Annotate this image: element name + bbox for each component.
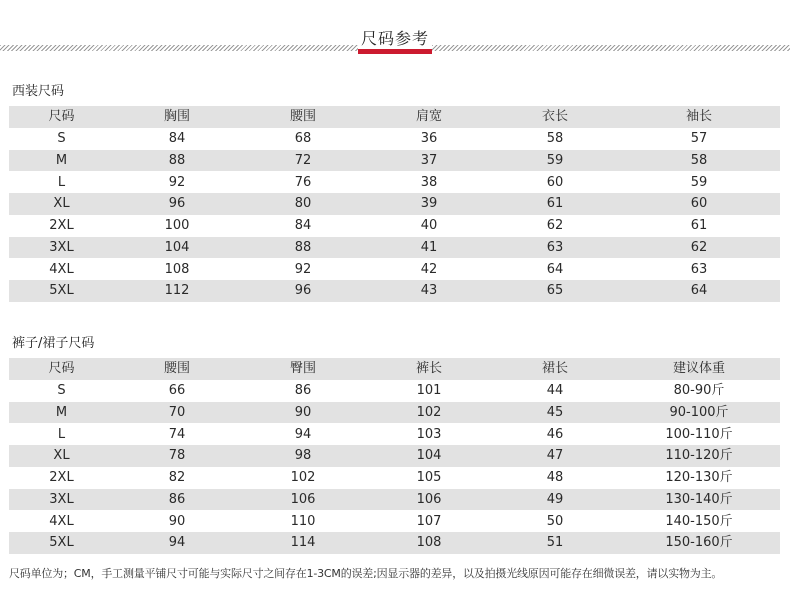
- table-row: [9, 280, 780, 302]
- table-row: [9, 467, 780, 489]
- table-cell: 84: [114, 128, 240, 150]
- page-title: 尺码参考: [360, 29, 429, 48]
- table-cell: 58: [618, 150, 780, 172]
- table-cell: L: [9, 423, 114, 445]
- table-cell: 108: [366, 532, 492, 554]
- table-cell: 3XL: [9, 489, 114, 511]
- table-cell: 78: [114, 445, 240, 467]
- table-cell: 110: [240, 510, 366, 532]
- column-header: 肩宽: [366, 106, 492, 128]
- table-cell: 101: [366, 380, 492, 402]
- table-cell: 48: [492, 467, 618, 489]
- table-cell: 61: [492, 193, 618, 215]
- table-cell: 92: [114, 171, 240, 193]
- table-cell: 98: [240, 445, 366, 467]
- table-cell: 82: [114, 467, 240, 489]
- pants-section-title: 裤子/裙子尺码: [12, 336, 95, 351]
- table-cell: 100-110斤: [618, 423, 780, 445]
- table-cell: 90-100斤: [618, 402, 780, 424]
- table-row: [9, 171, 780, 193]
- column-header: 裤长: [366, 358, 492, 380]
- column-header: 尺码: [9, 106, 114, 128]
- table-cell: 50: [492, 510, 618, 532]
- table-cell: 62: [618, 237, 780, 259]
- table-cell: 65: [492, 280, 618, 302]
- table-cell: 108: [114, 258, 240, 280]
- page-header: [0, 0, 790, 60]
- table-cell: L: [9, 171, 114, 193]
- column-header: 腰围: [240, 106, 366, 128]
- table-cell: 47: [492, 445, 618, 467]
- pants-size-table: [9, 358, 780, 554]
- table-cell: 36: [366, 128, 492, 150]
- table-header-row: [9, 358, 780, 380]
- table-cell: 43: [366, 280, 492, 302]
- table-cell: 45: [492, 402, 618, 424]
- table-cell: 63: [618, 258, 780, 280]
- table-cell: 88: [240, 237, 366, 259]
- table-cell: 84: [240, 215, 366, 237]
- table-cell: 140-150斤: [618, 510, 780, 532]
- table-cell: 41: [366, 237, 492, 259]
- table-cell: 37: [366, 150, 492, 172]
- column-header: 裙长: [492, 358, 618, 380]
- header-hatch-left: [0, 45, 358, 51]
- table-cell: 96: [114, 193, 240, 215]
- column-header: 尺码: [9, 358, 114, 380]
- table-cell: 5XL: [9, 532, 114, 554]
- table-cell: 2XL: [9, 215, 114, 237]
- table-cell: 66: [114, 380, 240, 402]
- table-cell: 64: [492, 258, 618, 280]
- table-cell: 80: [240, 193, 366, 215]
- table-cell: 59: [618, 171, 780, 193]
- table-row: [9, 237, 780, 259]
- table-row: [9, 510, 780, 532]
- table-row: [9, 532, 780, 554]
- table-cell: 86: [240, 380, 366, 402]
- table-cell: 49: [492, 489, 618, 511]
- table-cell: 4XL: [9, 510, 114, 532]
- table-cell: 106: [366, 489, 492, 511]
- table-cell: 80-90斤: [618, 380, 780, 402]
- table-cell: 2XL: [9, 467, 114, 489]
- table-cell: 107: [366, 510, 492, 532]
- table-cell: 60: [492, 171, 618, 193]
- title-underline: [358, 49, 432, 54]
- table-cell: 38: [366, 171, 492, 193]
- table-cell: 88: [114, 150, 240, 172]
- table-cell: 86: [114, 489, 240, 511]
- column-header: 腰围: [114, 358, 240, 380]
- table-row: [9, 150, 780, 172]
- table-row: [9, 402, 780, 424]
- suit-section-title: 西装尺码: [12, 84, 65, 99]
- table-cell: 68: [240, 128, 366, 150]
- table-row: [9, 193, 780, 215]
- table-row: [9, 445, 780, 467]
- table-cell: 103: [366, 423, 492, 445]
- table-cell: 94: [240, 423, 366, 445]
- table-row: [9, 423, 780, 445]
- suit-size-table: [9, 106, 780, 302]
- measurement-note: 尺码单位为；CM，手工测量平铺尺寸可能与实际尺寸之间存在1-3CM的误差;因显示器的差异，以及拍摄光线原因可能存在细微误差，请以实物为主。: [9, 567, 723, 580]
- table-row: [9, 489, 780, 511]
- table-cell: 44: [492, 380, 618, 402]
- column-header: 臀围: [240, 358, 366, 380]
- table-cell: 114: [240, 532, 366, 554]
- table-cell: 60: [618, 193, 780, 215]
- table-cell: 59: [492, 150, 618, 172]
- table-cell: 96: [240, 280, 366, 302]
- table-cell: 130-140斤: [618, 489, 780, 511]
- column-header: 衣长: [492, 106, 618, 128]
- table-cell: 76: [240, 171, 366, 193]
- table-cell: 58: [492, 128, 618, 150]
- table-cell: 120-130斤: [618, 467, 780, 489]
- table-cell: 100: [114, 215, 240, 237]
- table-cell: 92: [240, 258, 366, 280]
- table-cell: 104: [114, 237, 240, 259]
- table-cell: 106: [240, 489, 366, 511]
- table-cell: 57: [618, 128, 780, 150]
- table-cell: M: [9, 150, 114, 172]
- column-header: 建议体重: [618, 358, 780, 380]
- table-row: [9, 128, 780, 150]
- table-cell: 40: [366, 215, 492, 237]
- table-cell: 105: [366, 467, 492, 489]
- table-cell: 39: [366, 193, 492, 215]
- table-cell: 5XL: [9, 280, 114, 302]
- table-cell: 61: [618, 215, 780, 237]
- table-cell: 150-160斤: [618, 532, 780, 554]
- table-cell: 110-120斤: [618, 445, 780, 467]
- table-cell: 42: [366, 258, 492, 280]
- table-cell: 64: [618, 280, 780, 302]
- table-cell: S: [9, 128, 114, 150]
- table-cell: 90: [114, 510, 240, 532]
- table-cell: XL: [9, 193, 114, 215]
- table-cell: 94: [114, 532, 240, 554]
- table-cell: 102: [240, 467, 366, 489]
- column-header: 袖长: [618, 106, 780, 128]
- table-cell: 102: [366, 402, 492, 424]
- table-cell: 72: [240, 150, 366, 172]
- table-cell: 112: [114, 280, 240, 302]
- column-header: 胸围: [114, 106, 240, 128]
- table-cell: 3XL: [9, 237, 114, 259]
- table-cell: 4XL: [9, 258, 114, 280]
- table-cell: 104: [366, 445, 492, 467]
- table-cell: S: [9, 380, 114, 402]
- table-cell: 90: [240, 402, 366, 424]
- header-hatch-right: [432, 45, 790, 51]
- table-header-row: [9, 106, 780, 128]
- table-row: [9, 380, 780, 402]
- table-row: [9, 258, 780, 280]
- table-cell: XL: [9, 445, 114, 467]
- table-cell: 74: [114, 423, 240, 445]
- table-cell: 62: [492, 215, 618, 237]
- table-cell: 70: [114, 402, 240, 424]
- table-cell: M: [9, 402, 114, 424]
- table-row: [9, 215, 780, 237]
- table-cell: 63: [492, 237, 618, 259]
- table-cell: 46: [492, 423, 618, 445]
- table-cell: 51: [492, 532, 618, 554]
